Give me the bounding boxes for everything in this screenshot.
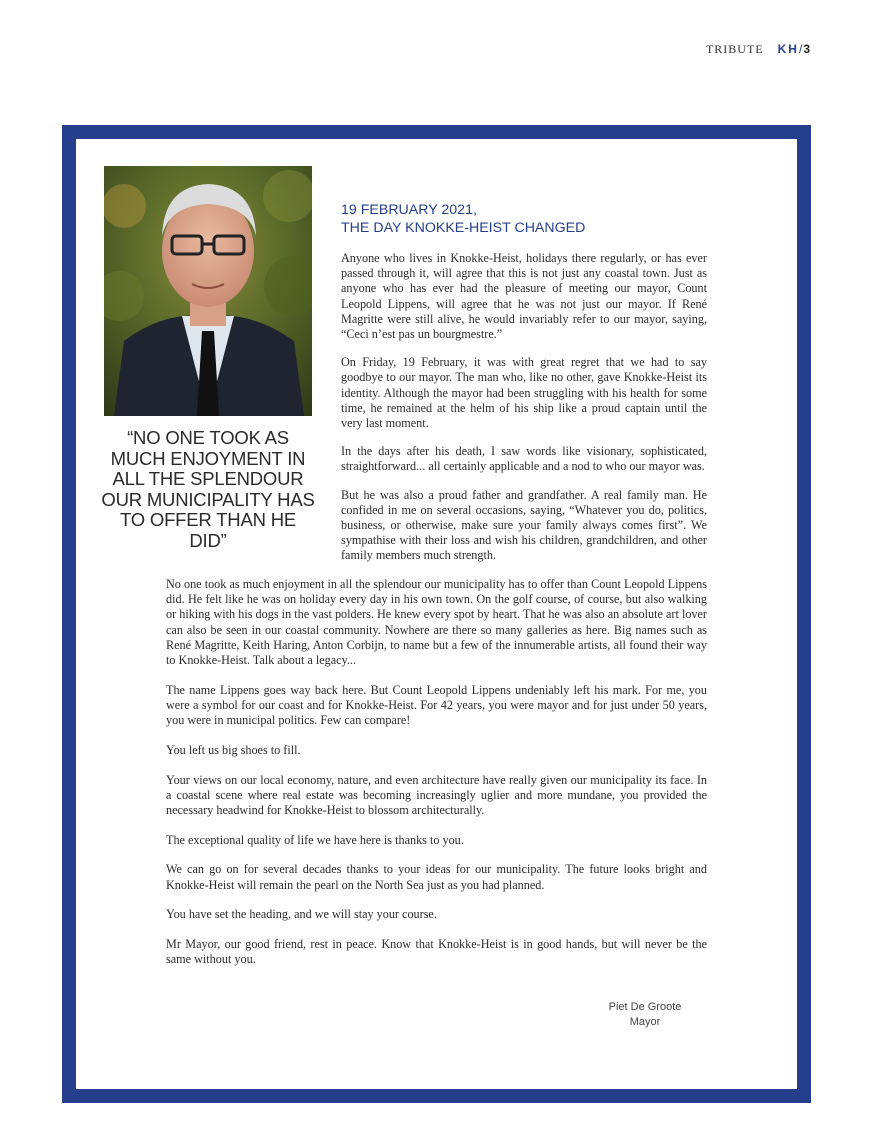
article-headline [341, 201, 721, 237]
paragraph: You left us big shoes to fill. [166, 742, 301, 757]
paragraph: On Friday, 19 February, it was with great regret that we had to say goodbye to our mayor. The man who, like no other, gave Knokke-Heist its identity. Although the mayor had been struggling with his health for some time, he remained at the helm of his ship like a proud captain until the very last moment. [341, 355, 707, 431]
signature-name: Piet De Groote [608, 1001, 682, 1013]
paragraph: You have set the heading, and we will stay your course. [166, 907, 437, 922]
page-number: 3 [803, 42, 811, 56]
headline-title: THE DAY KNOKKE-HEIST CHANGED [341, 220, 586, 236]
paragraph: Your views on our local economy, nature, and even architecture have really given our municipality its face. In a coastal scene where real estate was becoming increasingly uglier and more mundane, you provided the necessary headwind for Knokke-Heist to blossom architecturally. [166, 772, 707, 817]
pull-quote: “NO ONE TOOK AS MUCH ENJOYMENT IN ALL THE SPLENDOUR OUR MUNICIPALITY HAS TO OFFER THAN HE DID” [101, 427, 315, 551]
page-header [706, 42, 811, 57]
paragraph: Mr Mayor, our good friend, rest in peace. Know that Knokke-Heist is in good hands, but will never be the same without you. [166, 936, 707, 967]
paragraph: The exceptional quality of life we have here is thanks to you. [166, 832, 464, 847]
paragraph: Anyone who lives in Knokke-Heist, holidays there regularly, or has ever passed through it, will agree that this is not just any coastal town. Just as anyone who has ever had the pleasure of meeting our mayor, Count Leopold Lippens, will agree that he was not just our mayor. If René Magritte were still alive, he would invariably refer to our mayor, saying, “Ceci n’est pas un bourgmestre.” [341, 251, 707, 342]
paragraph: The name Lippens goes way back here. But Count Leopold Lippens undeniably left his mark. For me, you were a symbol for our coast and for Knokke-Heist. For 42 years, you were mayor and for just under 50 years, you were in municipal politics. Few can compare! [166, 682, 707, 728]
headline-date: 19 FEBRUARY 2021, [341, 202, 477, 218]
paragraph: No one took as much enjoyment in all the splendour our municipality has to offer than Count Leopold Lippens did. He felt like he was on holiday every day in his own town. On the golf course, of course, but also walking or hiking with his dogs in the vast polders. He knew every spot by heart. That he was also an absolute art lover can also be seen in our coastal community. Nowhere are there so many galleries as here. Big names such as René Magritte, Keith Haring, Anton Corbijn, to name but a few of the innumerable artists, all found their way to Knokke-Heist. Talk about a legacy... [166, 577, 707, 668]
paragraph: In the days after his death, I saw words like visionary, sophisticated, straightforward... all certainly applicable and a nod to who our mayor was. [341, 444, 707, 474]
brand-separator: / [798, 42, 804, 56]
right-column-body [341, 251, 707, 577]
paragraph: But he was also a proud father and grandfather. A real family man. He confided in me on several occasions, saying, “Whatever you do, politics, business, or otherwise, make sure your family always comes first”. We sympathise with their loss and wish his children, grandchildren, and other family members much strength. [341, 487, 707, 563]
mayor-portrait-image [104, 166, 312, 416]
paragraph: We can go on for several decades thanks to your ideas for our municipality. The future looks bright and Knokke-Heist will remain the pearl on the North Sea just as you had planned. [166, 862, 707, 892]
brand-logo: KH [777, 42, 799, 56]
section-label: TRIBUTE [705, 42, 764, 56]
signature-title: Mayor [629, 1016, 661, 1028]
full-width-body [166, 577, 707, 982]
signature-block [590, 1000, 700, 1030]
